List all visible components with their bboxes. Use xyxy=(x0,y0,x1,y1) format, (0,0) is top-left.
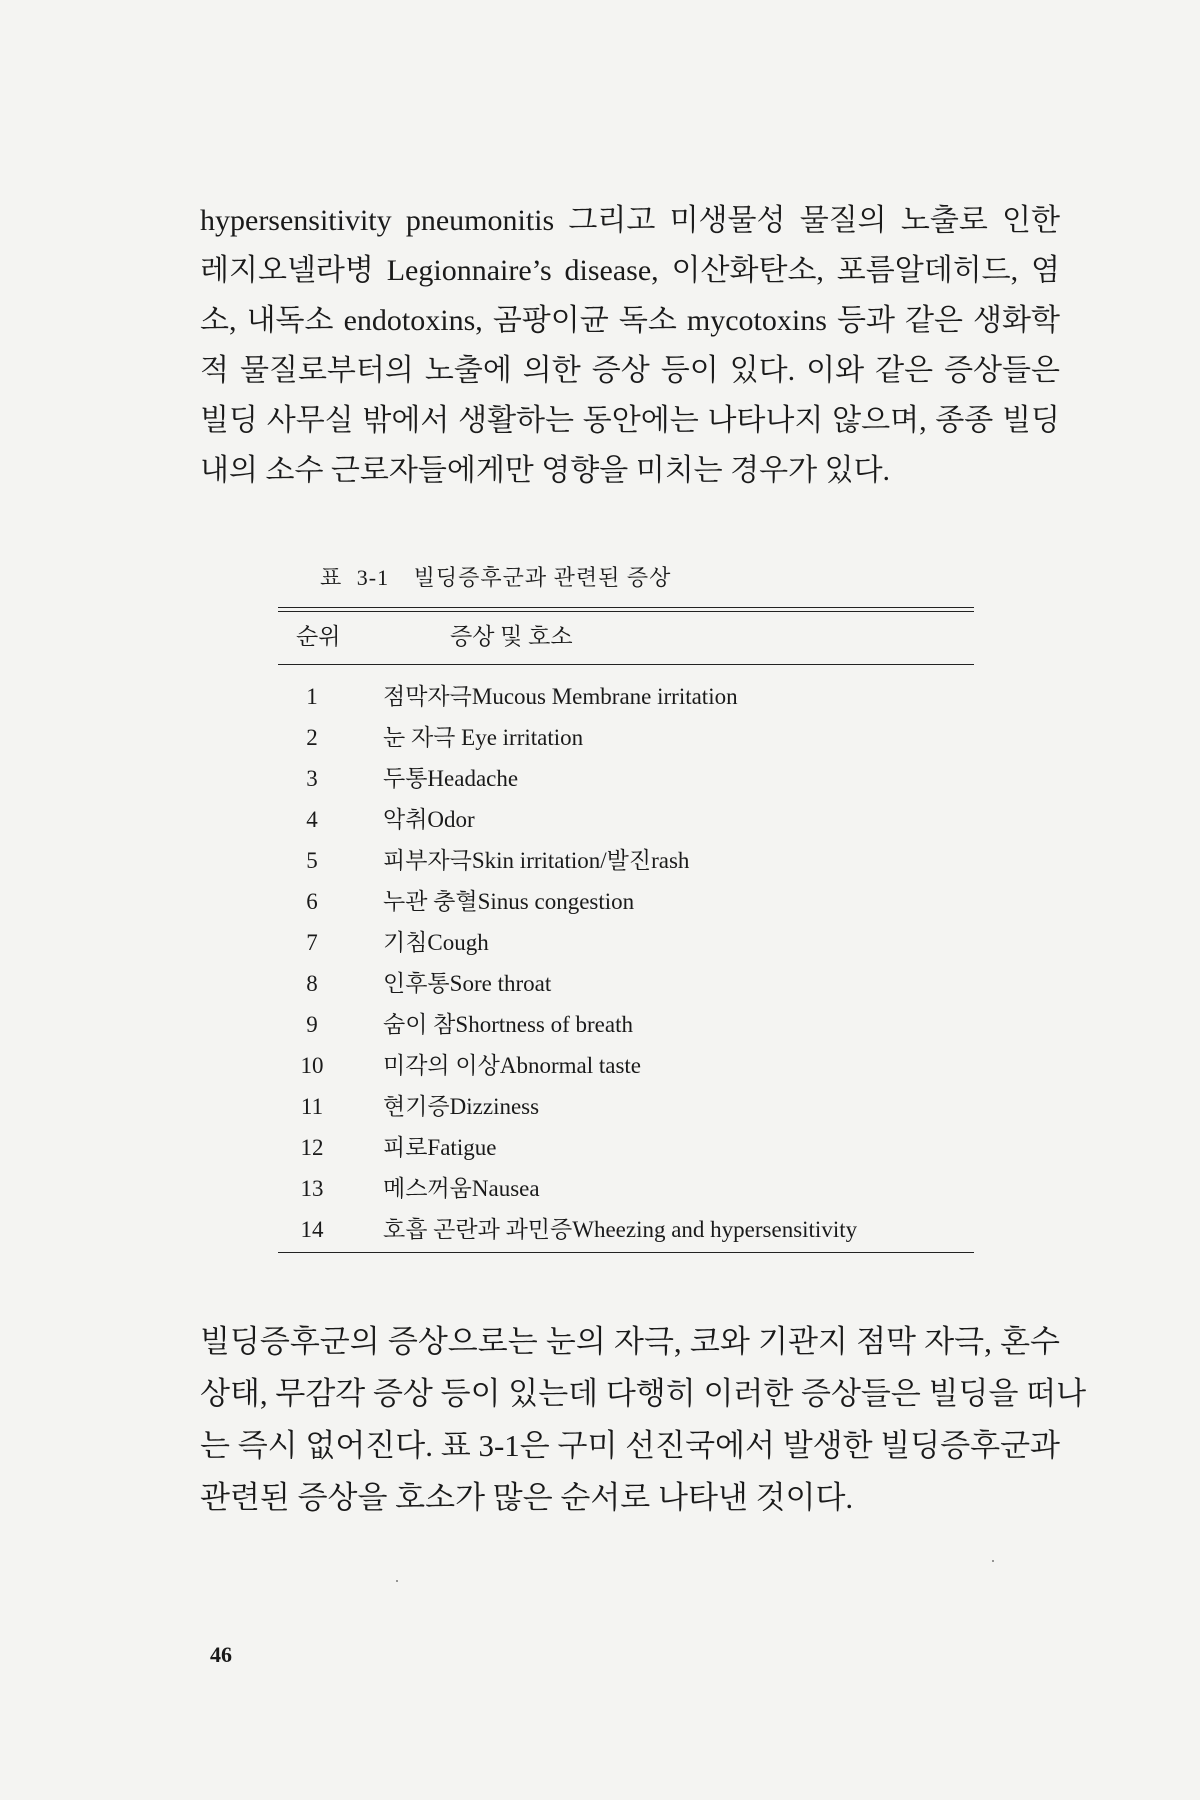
symptom-cell: 현기증Dizziness xyxy=(383,1094,540,1119)
symptom-cell: 악취Odor xyxy=(383,807,475,832)
paragraph-line: hypersensitivity pneumonitis 그리고 미생물성 물질의 노출로 인한 xyxy=(200,204,1060,237)
rank-cell: 10 xyxy=(300,1053,324,1078)
paragraph-line: 적 물질로부터의 노출에 의한 증상 등이 있다. 이와 같은 증상들은 xyxy=(200,354,1060,387)
symptom-cell: 기침Cough xyxy=(383,930,489,955)
rank-cell: 12 xyxy=(300,1135,324,1160)
scan-speck xyxy=(396,1580,398,1582)
table-caption-prefix: 표 xyxy=(320,565,343,590)
table-bottom-rule xyxy=(278,1252,974,1253)
body-paragraph-top xyxy=(200,196,1060,496)
paragraph-line: 레지오넬라병 Legionnaire’s disease, 이산화탄소, 포름알데히드, 염 xyxy=(200,254,1060,287)
rank-cell: 2 xyxy=(306,725,318,750)
table-row xyxy=(278,1127,974,1168)
symptom-cell: 호흡 곤란과 과민증Wheezing and hypersensitivity xyxy=(383,1217,858,1242)
rank-cell: 11 xyxy=(300,1094,324,1119)
paragraph-line: 내의 소수 근로자들에게만 영향을 미치는 경우가 있다. xyxy=(200,454,891,487)
body-paragraph-bottom xyxy=(200,1316,1087,1524)
symptom-cell: 누관 충혈Sinus congestion xyxy=(383,889,635,914)
rank-cell: 14 xyxy=(300,1217,324,1242)
table-row xyxy=(278,1004,974,1045)
table-caption-title: 빌딩증후군과 관련된 증상 xyxy=(413,565,672,590)
table-row xyxy=(278,840,974,881)
rank-cell: 7 xyxy=(306,930,318,955)
rank-cell: 1 xyxy=(306,684,318,709)
paragraph-line: 는 즉시 없어진다. 표 3-1은 구미 선진국에서 발생한 빌딩증후군과 xyxy=(200,1428,1060,1463)
table-row xyxy=(278,922,974,963)
table-row xyxy=(278,881,974,922)
table-row xyxy=(278,1086,974,1127)
paragraph-line: 소, 내독소 endotoxins, 곰팡이균 독소 mycotoxins 등과 같은 생화학 xyxy=(200,304,1060,337)
table-body xyxy=(278,676,974,1250)
table-row xyxy=(278,1168,974,1209)
rank-cell: 9 xyxy=(306,1012,318,1037)
symptom-cell: 피로Fatigue xyxy=(383,1135,497,1160)
scan-speck xyxy=(992,1560,994,1562)
table-caption-number: 3-1 xyxy=(356,565,390,590)
rank-cell: 3 xyxy=(306,766,318,791)
rank-cell: 4 xyxy=(306,807,318,832)
symptom-cell: 인후통Sore throat xyxy=(383,971,552,996)
symptom-cell: 미각의 이상Abnormal taste xyxy=(383,1053,641,1078)
rank-cell: 13 xyxy=(300,1176,324,1201)
paragraph-line: 관련된 증상을 호소가 많은 순서로 나타낸 것이다. xyxy=(200,1480,854,1515)
symptom-cell: 피부자극Skin irritation/발진rash xyxy=(383,848,690,873)
symptom-cell: 눈 자극 Eye irritation xyxy=(383,725,584,750)
paragraph-line: 빌딩 사무실 밖에서 생활하는 동안에는 나타나지 않으며, 종종 빌딩 xyxy=(200,404,1060,437)
table-header-symptom: 증상 및 호소 xyxy=(450,624,573,649)
table-row xyxy=(278,717,974,758)
symptom-cell: 점막자극Mucous Membrane irritation xyxy=(383,684,738,709)
rank-cell: 5 xyxy=(306,848,318,873)
table-row xyxy=(278,1209,974,1250)
paragraph-line: 상태, 무감각 증상 등이 있는데 다행히 이러한 증상들은 빌딩을 떠나 xyxy=(200,1376,1087,1411)
rank-cell: 8 xyxy=(306,971,318,996)
symptom-cell: 메스꺼움Nausea xyxy=(383,1176,540,1201)
table-top-double-rule xyxy=(278,607,974,612)
paragraph-line: 빌딩증후군의 증상으로는 눈의 자극, 코와 기관지 점막 자극, 혼수 xyxy=(200,1324,1060,1359)
symptom-cell: 숨이 참Shortness of breath xyxy=(383,1012,633,1037)
table-row xyxy=(278,758,974,799)
table-row xyxy=(278,676,974,717)
table-header-rank: 순위 xyxy=(296,624,341,649)
table-row xyxy=(278,1045,974,1086)
table-row xyxy=(278,799,974,840)
table-caption xyxy=(320,563,671,593)
rank-cell: 6 xyxy=(306,889,318,914)
page-number: 46 xyxy=(210,1642,232,1667)
table-row xyxy=(278,963,974,1004)
symptom-cell: 두통Headache xyxy=(383,766,519,791)
table-header-rule xyxy=(278,664,974,665)
